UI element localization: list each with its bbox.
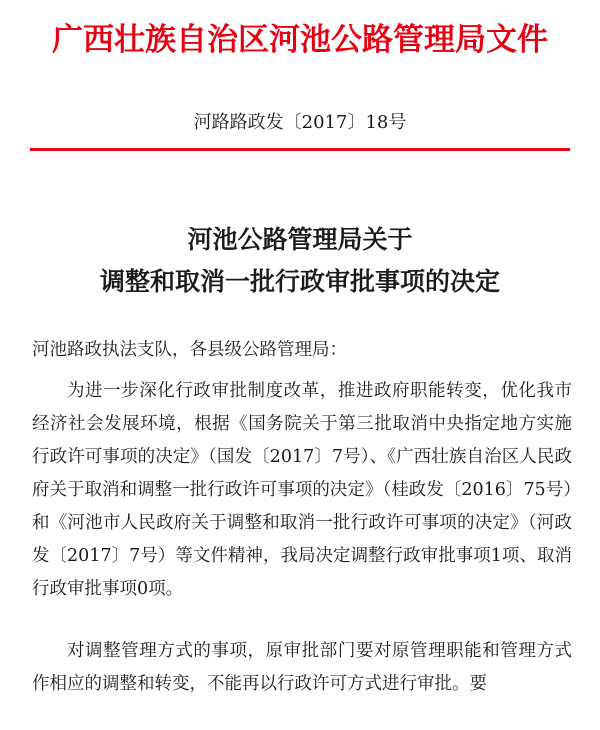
- document-number: 河路路政发〔2017〕18号: [193, 112, 407, 133]
- red-divider-line: [30, 148, 570, 151]
- body-paragraph-1: 为进一步深化行政审批制度改革，推进政府职能转变，优化我市经济社会发展环境，根据《国务院关于第三批取消中央指定地方实施行政许可事项的决定》（国发〔2017〕7号）、《广西壮族自治区人民政府关于取消和调整一批行政许可事项的决定》（桂政发〔2016〕75号）和《河池市人民政府关于调整和取消一批行政许可事项的决定》（河政发〔2017〕7号）等文件精神，我局决定调整行政审批事项1项、取消行政审批事项0项。: [32, 381, 572, 599]
- document-title-line-1: 河池公路管理局关于: [187, 225, 413, 254]
- body-paragraph-2: 对调整管理方式的事项，原审批部门要对原管理职能和管理方式作相应的调整和转变，不能再以行政许可方式进行审批。要: [32, 641, 572, 694]
- salutation: 河池路政执法支队，各县级公路管理局：: [32, 340, 347, 360]
- issuer-header-title: 广西壮族自治区河池公路管理局文件: [52, 22, 548, 58]
- document-title-line-2: 调整和取消一批行政审批事项的决定: [99, 267, 500, 296]
